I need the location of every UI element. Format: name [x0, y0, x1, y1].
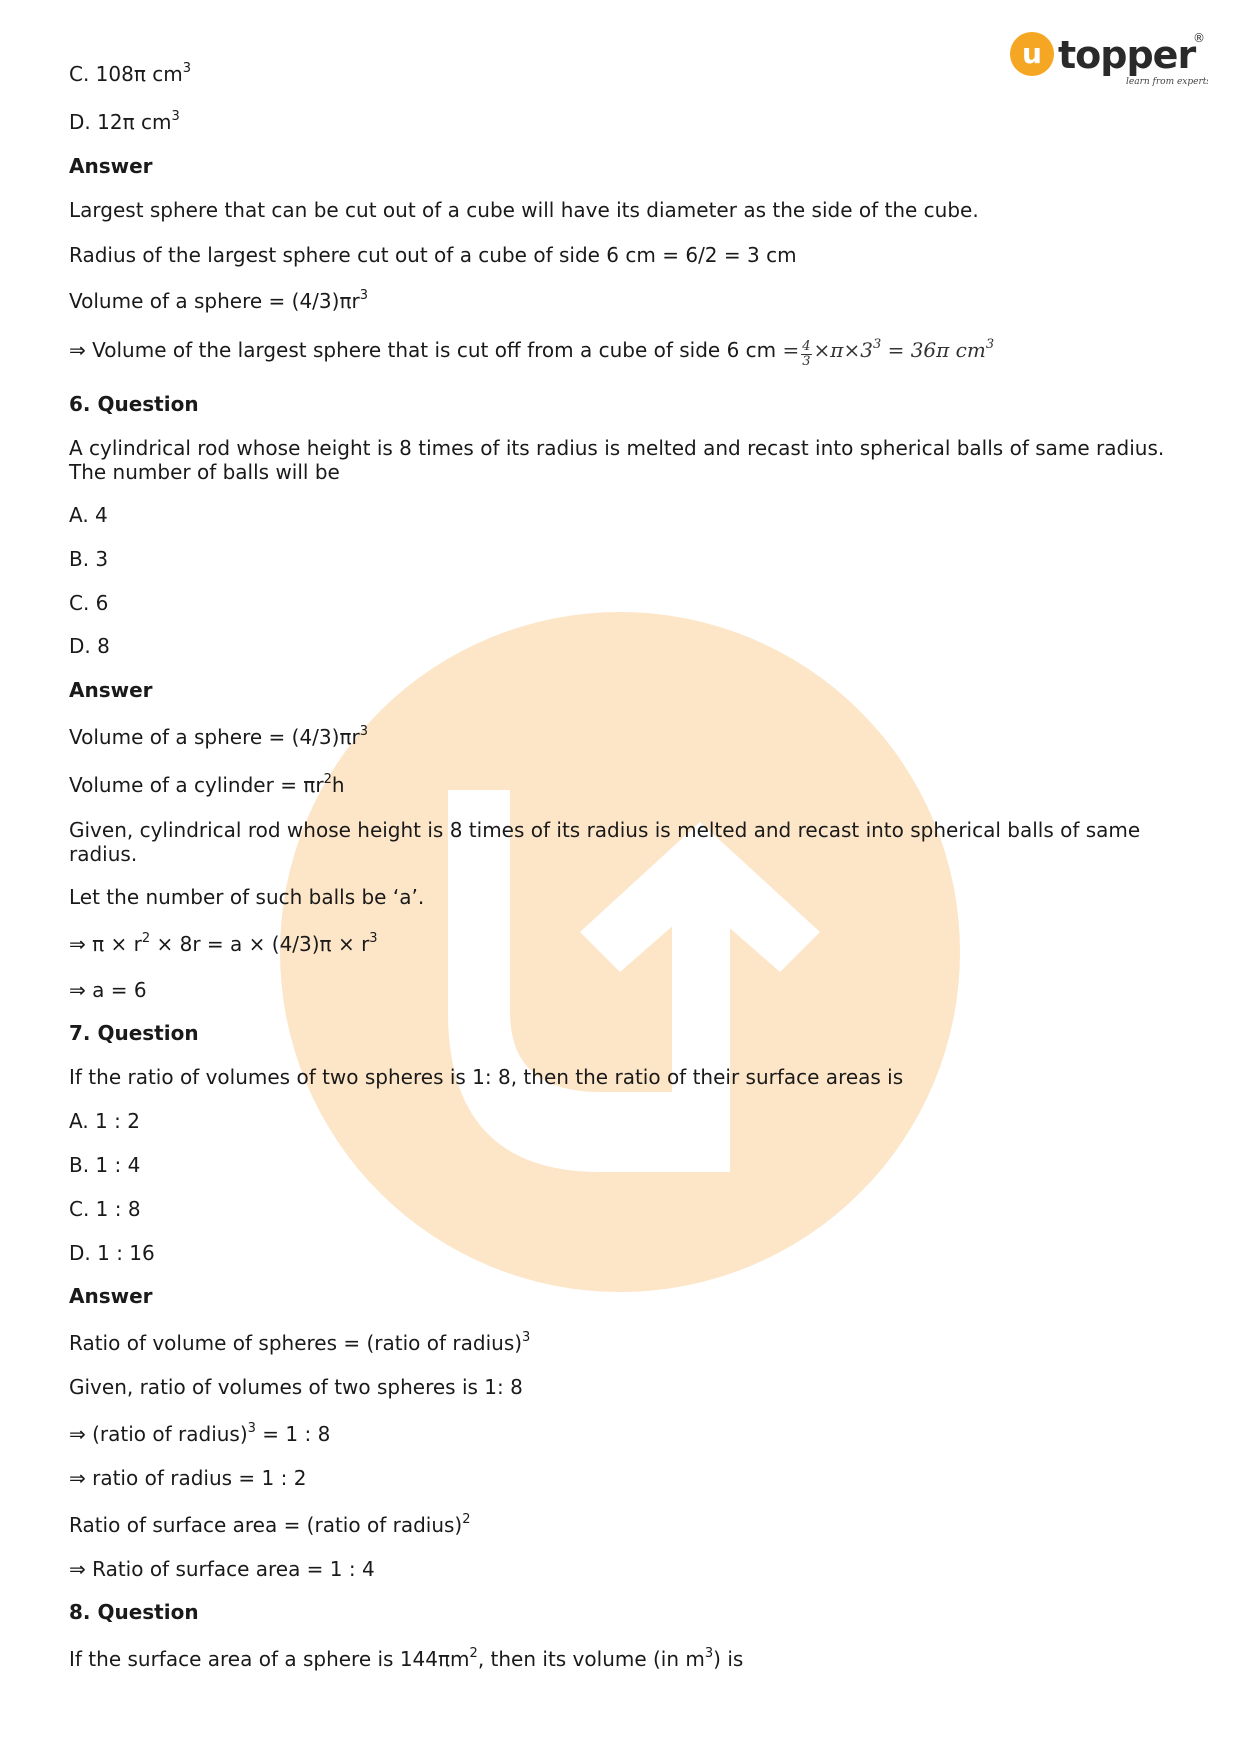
- answer-line: ⇒ (ratio of radius)$^3$ = 1 : 8: [69, 1421, 331, 1446]
- answer-line: Given, ratio of volumes of two spheres is 1: 8: [69, 1375, 523, 1399]
- watermark-logo: [280, 612, 960, 1292]
- question-text: A cylindrical rod whose height is 8 times of its radius is melted and recast into spherical balls of same radius. The number of balls will be: [69, 436, 1165, 484]
- question-text: If the ratio of volumes of two spheres is 1: 8, then the ratio of their surface areas is: [69, 1065, 904, 1089]
- option: C. 1 : 8: [69, 1197, 141, 1221]
- question-heading: 7. Question: [69, 1021, 199, 1045]
- option-c: C. 108π $cm^3$: [69, 61, 192, 86]
- answer-line: ⇒ Volume of the largest sphere that is cut off from a cube of side 6 cm = $\frac{4}{3}$ $\times\pi\times 3^3 = 36\pi$ $cm^3$: [69, 337, 995, 369]
- option: B. 1 : 4: [69, 1153, 141, 1177]
- answer-heading: Answer: [69, 1284, 153, 1308]
- utopper-logo: [1008, 30, 1208, 92]
- option-d: D. 12π $cm^3$: [69, 109, 180, 134]
- svg-text:topper: topper: [1058, 33, 1196, 77]
- svg-text:u: u: [1022, 37, 1042, 70]
- volume-formula: = $\frac{4}{3}$ $\times\pi\times 3^3 = 36\pi$ $cm^3$: [782, 337, 995, 369]
- answer-line: ⇒ $\pi \times r^2 \times 8r = a \times (4/3)\pi \times r^3$: [69, 931, 378, 956]
- svg-text:learn from experts: learn from experts: [1126, 77, 1208, 87]
- answer-line: Volume of a sphere = $(4/3)\pi r^3$: [69, 724, 368, 749]
- answer-line: Given, cylindrical rod whose height is 8 times of its radius is melted and recast into spherical balls of same radius.: [69, 818, 1141, 866]
- fraction: $\frac{4}{3}$: [802, 339, 811, 369]
- answer-line: Ratio of volume of spheres = (ratio of radius)$^3$: [69, 1330, 531, 1355]
- svg-text:®: ®: [1193, 31, 1205, 45]
- answer-line: ⇒ a = 6: [69, 978, 147, 1002]
- answer-line: Ratio of surface area = (ratio of radius)$^2$: [69, 1512, 471, 1537]
- answer-line: Radius of the largest sphere cut out of a cube of side 6 cm = 6/2 = 3 cm: [69, 243, 797, 267]
- question-heading: 8. Question: [69, 1600, 199, 1624]
- option: A. 4: [69, 503, 108, 527]
- option: C. 6: [69, 591, 109, 615]
- logo-graphic: [1008, 30, 1208, 92]
- question-heading: 6. Question: [69, 392, 199, 416]
- question-text: If the surface area of a sphere is $144\pi m^2$, then its volume (in $m^3$) is: [69, 1646, 744, 1671]
- answer-line: ⇒ Ratio of surface area = 1 : 4: [69, 1557, 375, 1581]
- option: D. 8: [69, 634, 110, 658]
- option: A. 1 : 2: [69, 1109, 140, 1133]
- option: B. 3: [69, 547, 109, 571]
- answer-line: Volume of a sphere = $(4/3)\pi r^3$: [69, 288, 368, 313]
- answer-line: Let the number of such balls be ‘a’.: [69, 885, 425, 909]
- option: D. 1 : 16: [69, 1241, 155, 1265]
- answer-heading: Answer: [69, 678, 153, 702]
- answer-line: Largest sphere that can be cut out of a cube will have its diameter as the side of the cube.: [69, 198, 979, 222]
- answer-heading: Answer: [69, 154, 153, 178]
- answer-line: Volume of a cylinder = $\pi r^2h$: [69, 772, 345, 797]
- answer-line: ⇒ ratio of radius = 1 : 2: [69, 1466, 307, 1490]
